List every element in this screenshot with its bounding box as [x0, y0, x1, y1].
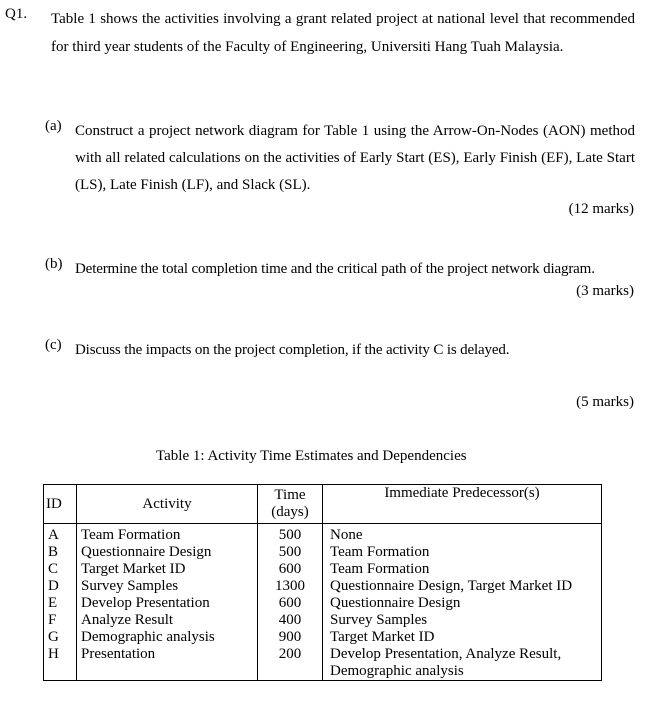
header-time: Time (days) — [258, 485, 323, 524]
cell-activity: Questionnaire Design — [77, 544, 258, 561]
part-b-label: (b) — [45, 256, 63, 272]
cell-predecessor: None — [323, 524, 602, 545]
cell-id: E — [44, 595, 77, 612]
table-caption: Table 1: Activity Time Estimates and Dependencies — [156, 448, 467, 464]
table-row — [44, 595, 602, 612]
cell-id: G — [44, 629, 77, 646]
cell-time: 1300 — [258, 578, 323, 595]
header-id: ID — [44, 485, 77, 524]
cell-predecessor: Team Formation — [323, 561, 602, 578]
part-a-text: Construct a project network diagram for Table 1 using the Arrow-On-Nodes (AON) method with all related calculations on the activities of Early Start (ES), Early Finish (EF), Late Start (LS), Late Finish (LF), and Slack (SL). — [75, 123, 635, 193]
cell-activity: Target Market ID — [77, 561, 258, 578]
part-c-text: Discuss the impacts on the project completion, if the activity C is delayed. — [75, 342, 510, 358]
question-text — [51, 6, 635, 61]
part-b-marks: (3 marks) — [576, 283, 634, 299]
table-row — [44, 646, 602, 681]
cell-activity: Demographic analysis — [77, 629, 258, 646]
part-a-label: (a) — [45, 118, 62, 134]
cell-id: B — [44, 544, 77, 561]
cell-time: 500 — [258, 544, 323, 561]
header-activity: Activity — [77, 485, 258, 524]
cell-activity: Team Formation — [77, 524, 258, 545]
cell-id: H — [44, 646, 77, 681]
cell-time: 500 — [258, 524, 323, 545]
cell-predecessor: Target Market ID — [323, 629, 602, 646]
table-row — [44, 629, 602, 646]
table-row — [44, 561, 602, 578]
cell-activity: Analyze Result — [77, 612, 258, 629]
cell-id: F — [44, 612, 77, 629]
cell-activity: Survey Samples — [77, 578, 258, 595]
table-row — [44, 544, 602, 561]
table-header-row — [44, 485, 602, 524]
table-row — [44, 524, 602, 545]
cell-activity: Develop Presentation — [77, 595, 258, 612]
cell-predecessor: Survey Samples — [323, 612, 602, 629]
cell-id: A — [44, 524, 77, 545]
table-row — [44, 612, 602, 629]
part-b-text: Determine the total completion time and the critical path of the project network diagram. — [75, 261, 595, 277]
cell-time: 900 — [258, 629, 323, 646]
cell-predecessor: Questionnaire Design, Target Market ID — [323, 578, 602, 595]
cell-activity: Presentation — [77, 646, 258, 681]
question-number: Q1. — [5, 6, 28, 22]
table-row — [44, 578, 602, 595]
cell-id: C — [44, 561, 77, 578]
question-text-body: Table 1 shows the activities involving a grant related project at national level that recommended for third year students of the Faculty of Engineering, Universiti Hang Tuah Malaysia. — [51, 11, 635, 55]
part-a-marks: (12 marks) — [568, 201, 634, 217]
cell-time: 600 — [258, 561, 323, 578]
cell-time: 200 — [258, 646, 323, 681]
cell-time: 600 — [258, 595, 323, 612]
cell-predecessor: Questionnaire Design — [323, 595, 602, 612]
cell-id: D — [44, 578, 77, 595]
cell-predecessor: Team Formation — [323, 544, 602, 561]
cell-predecessor: Develop Presentation, Analyze Result, Demographic analysis — [323, 646, 602, 681]
part-c-label: (c) — [45, 337, 62, 353]
activity-table — [43, 484, 602, 681]
cell-time: 400 — [258, 612, 323, 629]
header-predecessor: Immediate Predecessor(s) — [323, 485, 602, 524]
part-c-marks: (5 marks) — [576, 394, 634, 410]
